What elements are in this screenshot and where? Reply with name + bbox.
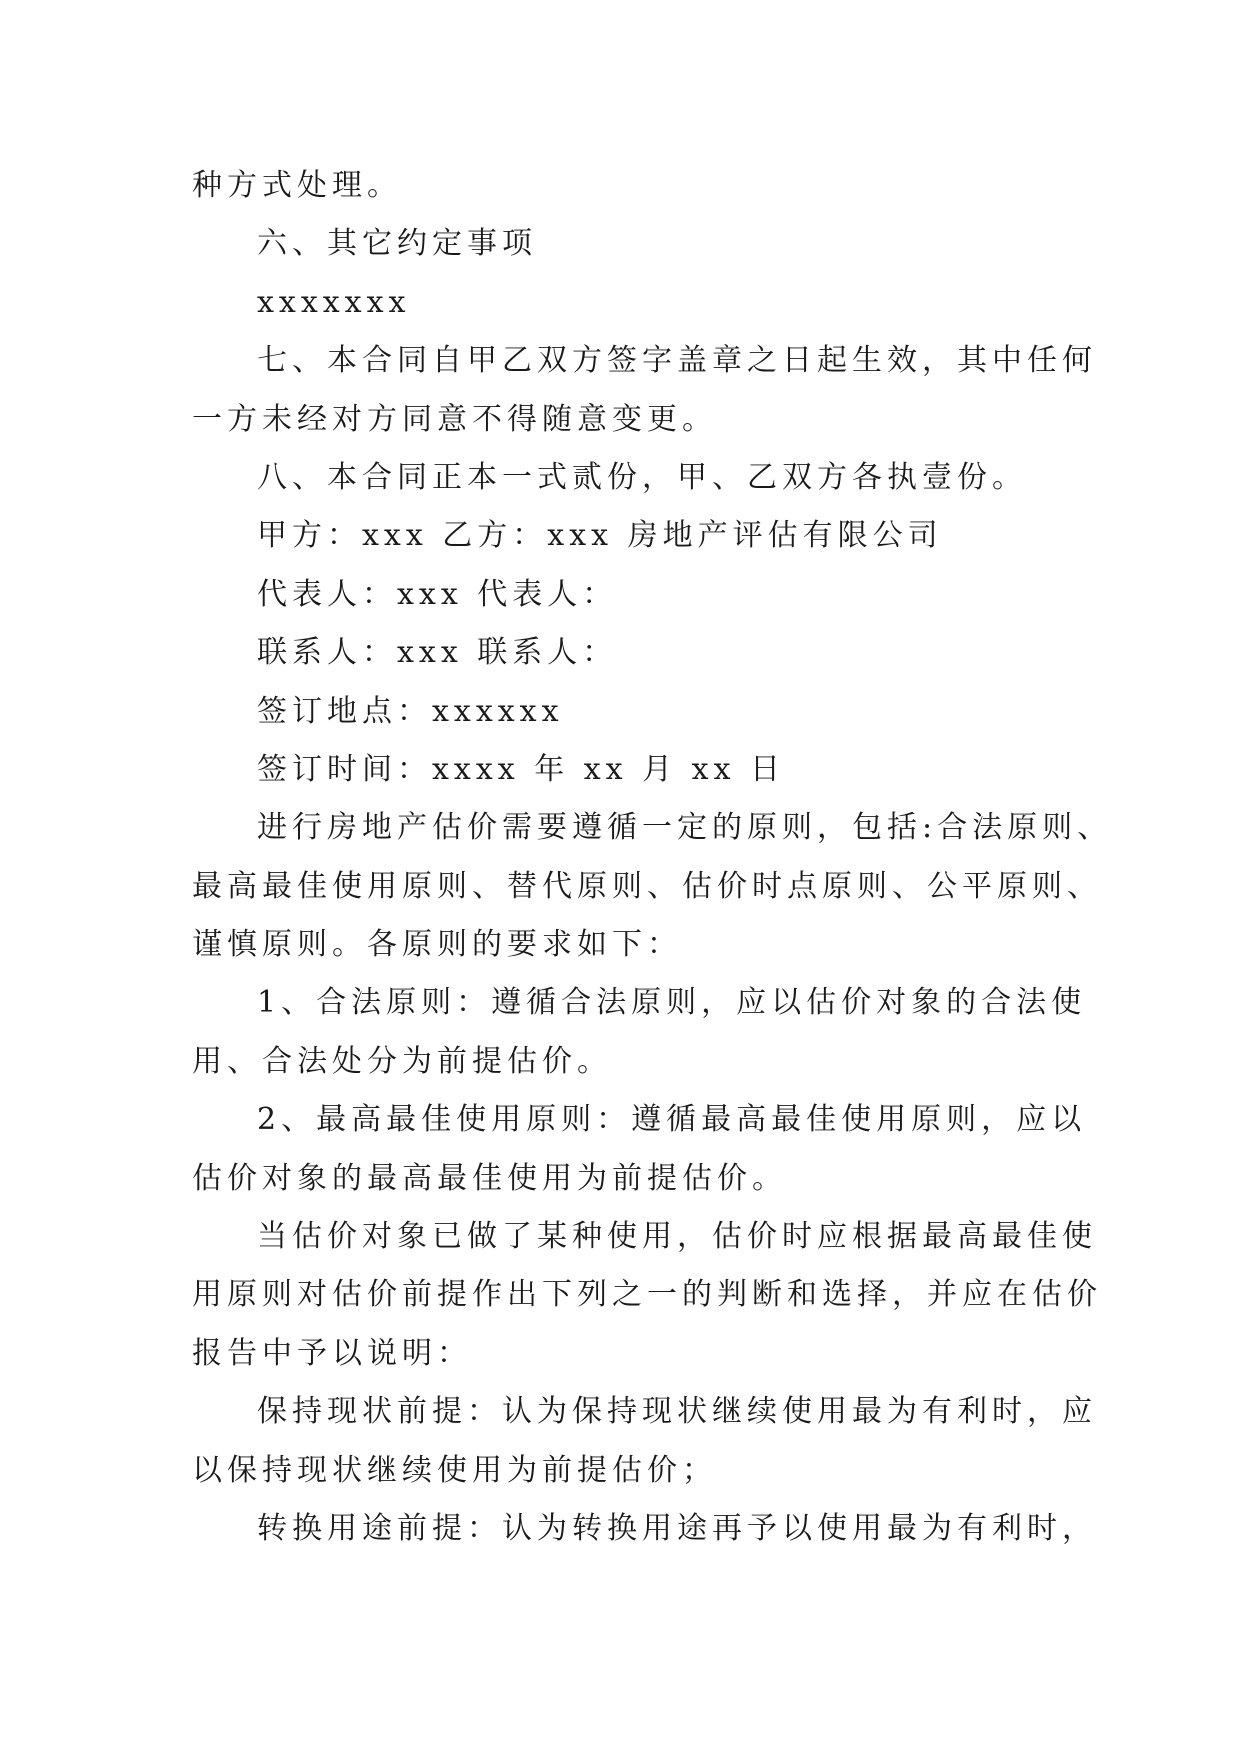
contact-line: 联系人：xxx 联系人： <box>257 635 618 671</box>
text-line: 转换用途前提：认为转换用途再予以使用最为有利时， <box>257 1510 1097 1546</box>
text-line: 种方式处理。 <box>192 168 402 203</box>
text-line: 一方未经对方同意不得随意变更。 <box>192 401 717 437</box>
text-line: 进行房地产估价需要遵循一定的原则，包括:合法原则、 <box>257 810 1113 846</box>
section-heading: 六、其它约定事项 <box>257 226 537 262</box>
text-line: 2、最高最佳使用原则：遵循最高最佳使用原则，应以 <box>257 1102 1087 1138</box>
signing-date-line: 签订时间：xxxx 年 xx 月 xx 日 <box>257 751 786 787</box>
text-line: 用、合法处分为前提估价。 <box>192 1043 612 1079</box>
text-line: 1、合法原则：遵循合法原则，应以估价对象的合法使 <box>257 985 1087 1021</box>
text-line: 最高最佳使用原则、替代原则、估价时点原则、公平原则、 <box>192 868 1102 904</box>
text-line: 当估价对象已做了某种使用，估价时应根据最高最佳使 <box>257 1219 1097 1255</box>
text-line: 七、本合同自甲乙双方签字盖章之日起生效，其中任何 <box>257 343 1097 379</box>
party-line: 甲方：xxx 乙方：xxx 房地产评估有限公司 <box>257 518 943 554</box>
signing-place-line: 签订地点：xxxxxx <box>257 693 564 729</box>
text-line: 报告中予以说明： <box>192 1335 472 1371</box>
text-line: 保持现状前提：认为保持现状继续使用最为有利时，应 <box>257 1394 1097 1430</box>
representative-line: 代表人：xxx 代表人： <box>257 576 618 612</box>
text-line: 八、本合同正本一式贰份，甲、乙双方各执壹份。 <box>257 459 1027 495</box>
text-line: 以保持现状继续使用为前提估价； <box>192 1452 717 1488</box>
text-line: 谨慎原则。各原则的要求如下： <box>192 927 682 963</box>
text-line: 估价对象的最高最佳使用为前提估价。 <box>192 1160 787 1196</box>
document-body <box>192 157 1113 1558</box>
text-line: 用原则对估价前提作出下列之一的判断和选择，并应在估价 <box>192 1277 1102 1313</box>
text-line: xxxxxxx <box>257 284 411 320</box>
